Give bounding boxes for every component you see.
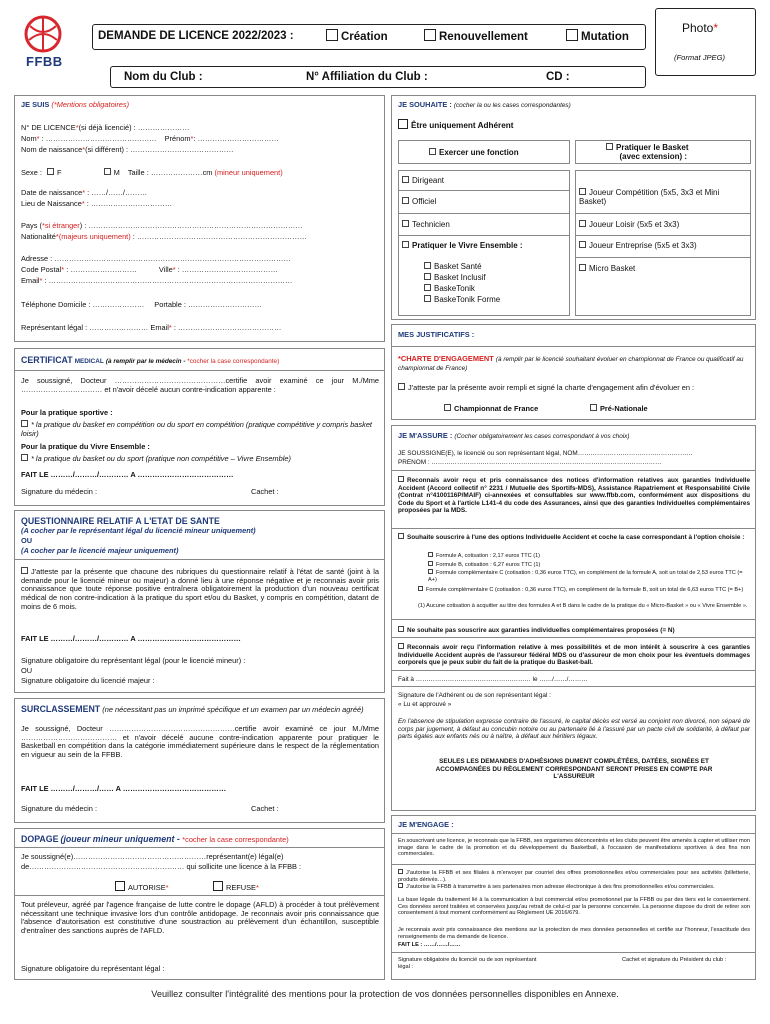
je-suis-title: JE SUIS <box>21 100 50 109</box>
certificat-panel: CERTIFICAT MEDICAL (à remplir par le médecin - *cocher la case correspondante) Je soussigné, Docteur ………………………………………certifie avoir examiné ce jour M./Mme …………………………… et n'avoir décelé aucun contre-indication apparente : Pour la pratique sportive : * la pratique du basket en compétition ou du sport en compétition (pratique compétitive y compris basket loisir) Pour la pratique du Vivre Ensemble : * la pratique du basket ou du sport (pratique non compétitive – Vivre Ensemble) FAIT LE ………/………/………… A ………………………………… Signature du médecin : Cachet : <box>14 348 385 506</box>
assure-title: JE M'ASSURE : <box>398 432 453 440</box>
photo-star: * <box>713 21 719 35</box>
entreprise-checkbox[interactable] <box>579 241 586 248</box>
nationalite-label: Nationalité <box>21 233 56 241</box>
dopage-l2[interactable]: de……………………………………………………… qui sollicite une licence à la FFBB : <box>21 863 302 871</box>
assure-panel: JE M'ASSURE : (Cocher obligatoirement les cases correspondant à vos choix) JE SOUSSIGNÉ(E), le licencié ou son représentant légal, NOM……………………………………………… PRÉNOM : ……………………………………………………………………………………………… Reconnais avoir reçu et pris connaissance des notices d'information relatives aux garanties Individuelle Accident (Accord collectif n° 2231 / Mutuelle des Sportifs-MDS), Assistance Rapatriement et Responsabilité Civile (Contrat n°4100116P/MAIF) ci-annexées et consultables sur www.ffbb.com, conformément aux dispositions du Code du Sport et à l'article L141-4 du code des Assurances, ainsi que des garanties Individuelles complémentaires proposées par la MDS. Souhaite souscrire à l'une des options Individuelle Accident et coche la case correspondant à l'option choisie : Formule A, cotisation : 2,17 euros TTC (1) Formule B, cotisation : 6,27 euros TTC (1) Formule complémentaire C (cotisation : 0,36 euros TTC), en complément de la formule A, soit un total de 2,53 euros TTC (= A+) Formule complémentaire C (cotisation : 0,36 euros TTC), en complément de la formule B, soit un total de 6,63 euros TTC (= B+) (1) Aucune cotisation à acquitter au titre des formules A et B dans le cadre de la pratique du « Micro-Basket » ou « Vivre Ensemble ». Ne souhaite pas souscrire aux garanties individuelles complémentaires proposées (= N) Reconnais avoir reçu l'information relative à mes possibilités et de mon intérêt à souscrire à ces garanties Individuelle Accident auprès de l'assureur fédéral MDS ou d'assureur de mon choix pour les éventuels dommages corporels que je peux subir du fait de la pratique du Basket-ball. Fait à ……………………………………………… le ……/……/……… Signature de l'Adhérent ou de son représentant légal : « Lu et approuvé » En l'absence de stipulation expresse contraire de l'assuré, le capital décès est versé au conjoint non divorcé, non séparé de corps par jugement, à défaut au concubin notoire ou au partenaire lié à l'assuré par un pacte civil de solidarité, à défaut par parts égales aux enfants nés ou à naître, à défaut aux héritiers légaux. SEULES LES DEMANDES D'ADHÉSIONS DUMENT COMPLÉTÉES, DATÉES, SIGNÉES ET ACCOMPAGNÉES DU RÈGLEMENT CORRESPONDANT SERONT PRISES EN COMPTE PAR L'ASSUREUR <box>391 425 756 811</box>
licence-field[interactable]: (si déjà licencié) : ………………… <box>78 124 190 132</box>
creation-checkbox[interactable] <box>326 29 338 41</box>
exercer-box <box>398 140 570 164</box>
loisir-checkbox[interactable] <box>579 220 586 227</box>
prenom-field[interactable]: : …………………………… <box>193 135 279 143</box>
dirigeant-checkbox[interactable] <box>402 176 409 183</box>
nom-club-label[interactable]: Nom du Club : <box>124 71 203 83</box>
questionnaire-panel: QUESTIONNAIRE RELATIF A L'ETAT DE SANTE (A cocher par le représentant légal du licencié mineur uniquement) OU (A cocher par le licencié majeur uniquement) J'atteste par la présente que chacune des rubriques du questionnaire relatif à l'état de santé (joint à la demande pour le licencié mineur ou majeur) a donné lieu à une réponse négative et je reconnais avoir pris connaissance que toute réponse positive entraînera obligatoirement la production d'un nouveau certificat médical de non contre-indication à la pratique du sport et/ou du Basket, y compris en compétition, datant de moins de 6 mois. FAIT LE ………/………/………… A …………………………………… Signature obligatoire du représentant légal (pour le licencié mineur) : OU Signature obligatoire du licencié majeur : <box>14 510 385 693</box>
dopage-text: Tout préleveur, agréé par l'agence française de lutte contre le dopage (AFLD) à procéder à tout prélèvement nécessitant une technique invasive lors d'un contrôle antidopage. Je reconnais avoir pris connaissance que l'absence d'autorisation est constitutive d'une soustraction au prélèvement d'un échantillon, susceptible d'entraîner des sanctions auprès de l'AFLD. <box>21 900 379 936</box>
championnat-checkbox[interactable] <box>444 404 451 411</box>
engage-image: En souscrivant une licence, je reconnais que la FFBB, ses organismes déconcentrés et les clubs peuvent être amenés à capter et utiliser mon image dans le cadre de la promotion et du développement du Basketball, à l'occasion de manifestations sportives à des fins non commerciales. <box>398 838 750 858</box>
email-field[interactable]: : ……………………………………………………………………………………… <box>42 277 293 285</box>
assure-nom[interactable]: JE SOUSSIGNÉ(E), le licencié ou son représentant légal, NOM……………………………………………… <box>398 450 693 457</box>
engage-partenaires-checkbox[interactable] <box>398 883 403 888</box>
portable-field[interactable]: Portable : ………………………… <box>154 301 262 309</box>
assure-fait[interactable]: Fait à ……………………………………………… le ……/……/……… <box>398 676 588 683</box>
questionnaire-checkbox[interactable] <box>21 567 28 574</box>
charte-atteste-checkbox[interactable] <box>398 383 405 390</box>
surclassement-panel: SURCLASSEMENT (ne nécessitant pas un imprimé spécifique et un examen par un médecin agréé) Je soussigné, Docteur ……………………………………………certifie avoir examiné ce jour M./Mme ………………………………… et n'avoir décelé aucune contre-indication apparente pour pratiquer le Basketball en compétition dans la catégorie immédiatement supérieure dans le respect de la réglementation en vigueur au sein de la FFBB. FAIT LE ………/………/…… A …………………………………… Signature du médecin : Cachet : <box>14 698 385 823</box>
formule-b[interactable]: Formule B, cotisation : 6,27 euros TTC (1) <box>428 561 540 569</box>
assure-reconnais-checkbox[interactable] <box>398 476 404 482</box>
affiliation-label[interactable]: N° Affiliation du Club : <box>306 71 428 83</box>
officiel-option[interactable]: Officiel <box>402 197 436 206</box>
nationalite-field[interactable]: : …………………………………………………………… <box>130 233 307 241</box>
adherent-checkbox[interactable] <box>398 119 408 129</box>
certificat-cachet[interactable]: Cachet : <box>251 487 279 496</box>
justificatifs-panel <box>391 324 756 420</box>
renouvellement-checkbox[interactable] <box>424 29 436 41</box>
dopage-title: DOPAGE <box>21 834 59 844</box>
certificat-sportive-checkbox[interactable] <box>21 420 28 427</box>
formule-c-a[interactable]: Formule complémentaire C (cotisation : 0,36 euros TTC), en complément de la formule A, soit un total de 2,53 euros TTC (= A+) <box>428 570 743 583</box>
lieu-naissance-field[interactable]: : …………………………… <box>84 200 173 208</box>
competition-checkbox[interactable] <box>579 188 586 195</box>
representant-field[interactable]: Représentant légal : …………………… <box>21 324 149 332</box>
lieu-naissance-label: Lieu de Naissance <box>21 200 82 208</box>
dopage-panel: DOPAGE (joueur mineur uniquement - *cocher la case correspondante) Je soussigné(e)………………………………………………représentant(e) légal(e) de……………………………………………………… qui sollicite une licence à la FFBB : AUTORISE* REFUSE* Tout préleveur, agréé par l'agence française de lutte contre le dopage (AFLD) à procéder à tout prélèvement nécessitant une technique invasive lors d'un contrôle antidopage. Je reconnais avoir pris connaissance que l'absence d'autorisation est constitutive d'une soustraction au prélèvement d'un échantillon, susceptible d'entraîner des sanctions auprès de l'AFLD. Signature obligatoire du représentant légal : <box>14 828 385 980</box>
autorise-checkbox[interactable] <box>115 881 125 891</box>
certificat-vivre-opt[interactable]: * la pratique du basket ou du sport (pratique non compétitive – Vivre Ensemble) <box>21 454 291 464</box>
prenationale-checkbox[interactable] <box>590 404 597 411</box>
adherent-option[interactable]: Être uniquement Adhérent <box>398 119 514 131</box>
certificat-sportive-label: Pour la pratique sportive : <box>21 408 113 417</box>
surclassement-text: Je soussigné, Docteur ……………………………………………certifie avoir examiné ce jour M./Mme ………………………………… et n'avoir décelé aucune contre-indication apparente pour pratiquer le Basketball en compétition dans la catégorie immédiatement supérieure dans le respect de la réglementation en vigueur au sein de la FFBB. <box>21 724 379 760</box>
autorise-option[interactable]: AUTORISE* <box>115 881 169 893</box>
engage-courriel-checkbox[interactable] <box>398 869 403 874</box>
assure-souscrire[interactable]: Souhaite souscrire à l'une des options Individuelle Accident et coche la case correspondant à l'option choisie : <box>398 533 750 542</box>
assure-non-checkbox[interactable] <box>398 626 404 632</box>
basketonik-option[interactable]: BaskeTonik <box>424 284 475 293</box>
pratiquer-option[interactable]: Pratiquer le Basket (avec extension) : <box>606 143 688 162</box>
sexe-m-checkbox[interactable] <box>104 168 111 175</box>
charte-title: *CHARTE D'ENGAGEMENT <box>398 354 494 363</box>
dopage-l1[interactable]: Je soussigné(e)………………………………………………représentant(e) légal(e) <box>21 853 284 861</box>
licence-label: N° DE LICENCE <box>21 124 76 132</box>
questionnaire-text[interactable]: J'atteste par la présente que chacune des rubriques du questionnaire relatif à l'état de santé (joint à la demande pour le licencié mineur ou majeur) a donné lieu à une réponse négative et je reconnais avoir pris connaissance que toute réponse positive entraînera obligatoirement la production d'un nouveau certificat médical de non contre-indication à la pratique du sport et/ou du Basket, y compris en compétition, datant de moins de 6 mois. <box>21 567 379 611</box>
photo-box[interactable] <box>655 8 756 76</box>
exercer-option[interactable]: Exercer une fonction <box>429 148 519 157</box>
representant-email-label: Email <box>150 324 169 332</box>
basket-inclusif-option[interactable]: Basket Inclusif <box>424 273 486 282</box>
vivre-ensemble-option[interactable]: Pratiquer le Vivre Ensemble : <box>402 241 523 250</box>
technicien-checkbox[interactable] <box>402 220 409 227</box>
formule-b-checkbox[interactable] <box>428 561 433 566</box>
pays-label: Pays ( <box>21 222 42 230</box>
date-naissance-label: Date de naissance <box>21 189 83 197</box>
prenom-label: Prénom <box>164 135 191 143</box>
assure-info[interactable]: Reconnais avoir reçu l'information relative à mes possibilités et de mon intérêt à souscrire à ces garanties Individuelle Accident auprès de l'assureur fédéral MDS ou d'assureur de mon choix pour les éventuels dommages corporels que je peux subir du fait de la pratique du Basket-ball. <box>398 644 750 667</box>
technicien-option[interactable]: Technicien <box>402 220 450 229</box>
sexe-f-checkbox[interactable] <box>47 168 54 175</box>
certificat-signature[interactable]: Signature du médecin : <box>21 487 98 496</box>
assure-prenom[interactable]: PRÉNOM : ……………………………………………………………………………………………… <box>398 459 662 466</box>
nom-label: Nom <box>21 135 37 143</box>
photo-format: (Format JPEG) <box>674 53 726 62</box>
je-souhaite-note: (cocher la ou les cases correspondantes) <box>453 102 571 109</box>
questionnaire-sig2[interactable]: Signature obligatoire du licencié majeur : <box>21 676 155 685</box>
engage-fait[interactable]: FAIT LE : ……/……/…… <box>398 942 461 948</box>
mutation-checkbox[interactable] <box>566 29 578 41</box>
refuse-option[interactable]: REFUSE* <box>213 881 259 893</box>
opt-creation[interactable]: Création <box>326 29 388 45</box>
formule-a-checkbox[interactable] <box>428 552 433 557</box>
sexe-label: Sexe : <box>21 168 42 177</box>
engage-sig-licencie[interactable]: Signature obligatoire du licencié ou de son représentant légal : <box>398 957 537 970</box>
basket-sante-checkbox[interactable] <box>424 262 431 269</box>
vivre-ensemble-checkbox[interactable] <box>402 241 409 248</box>
je-suis-note: (*Mentions obligatoires) <box>51 100 130 109</box>
competition-option[interactable]: Joueur Compétition (5x5, 3x3 et Mini Basket) <box>579 188 720 207</box>
exercer-checkbox[interactable] <box>429 148 436 155</box>
certificat-sportive-opt[interactable]: * la pratique du basket en compétition ou du sport en compétition (pratique compétitive y compris basket loisir) <box>21 420 372 438</box>
engage-sig-president[interactable]: Cachet et signature du Président du club : <box>622 957 727 963</box>
micro-basket-option[interactable]: Micro Basket <box>579 264 635 273</box>
form-title: DEMANDE DE LICENCE 2022/2023 : <box>98 30 294 42</box>
ville-label: Ville <box>158 266 173 274</box>
pratiquer-box <box>575 140 751 164</box>
je-suis-panel: JE SUIS (*Mentions obligatoires) N° DE LICENCE*(si déjà licencié) : ………………… Nom* : ……………………………………… Prénom*: …………………………… Nom de naissance*(si différent) : …………………………………… Sexe : F M Taille : …………………cm (mineur uniquement) Date de naissance* : ……/……/……… Lieu de Naissance* : …………………………… Pays (*si étranger) : …………………………………………………………………………… Nationalité*(majeurs uniquement) : …………………………………………………………… Adresse : …………………………………………………………………………………… Code Postal* : ……………………… Ville* : ………………………………… Email* : ……………………………………………………………………………………… Téléphone Domicile : ………………… Portable : ………………………… Représentant légal : …………………… Email* : …………………………………… <box>14 95 385 342</box>
code-postal-field[interactable]: : ……………………… <box>64 266 137 274</box>
date-naissance-field[interactable]: : ……/……/……… <box>85 189 148 197</box>
certificat-title: CERTIFICAT <box>21 355 73 365</box>
basketonik-checkbox[interactable] <box>424 284 431 291</box>
assure-souscrire-checkbox[interactable] <box>398 533 404 539</box>
prenationale-option[interactable]: Pré-Nationale <box>590 404 648 414</box>
engage-protection: Je reconnais avoir pris connaissance des mentions sur la protection de mes données personnelles et certifie sur l'honneur, l'exactitude des renseignements de ma demande de licence. <box>398 927 750 940</box>
charte-note: (à remplir par le licencié souhaitant évoluer en championnat de France ou qualificatif au championnat de France) <box>398 356 744 372</box>
micro-basket-checkbox[interactable] <box>579 264 586 271</box>
engage-base-legale: La base légale du traitement lié à la communication à but commercial et/ou promotionnel par la FFBB ou par des tiers est le consentement. Ces données seront traitées et conservées jusqu'au retrait de celui-ci par la personne concernée. La personne dispose du droit de retirer son consentement à tout moment conformément au Règlement UE 2016/679. <box>398 897 750 917</box>
photo-label: Photo <box>682 21 714 35</box>
dirigeant-option[interactable]: Dirigeant <box>402 176 444 185</box>
questionnaire-sig1[interactable]: Signature obligatoire du représentant légal (pour le licencié mineur) : <box>21 656 246 665</box>
certificat-text: Je soussigné, Docteur ………………………………………certifie avoir examiné ce jour M./Mme …………………………… et n'avoir décelé aucun contre-indication apparente : <box>21 376 379 394</box>
opt-mutation[interactable]: Mutation <box>566 29 629 45</box>
loisir-option[interactable]: Joueur Loisir (5x5 et 3x3) <box>579 220 679 229</box>
surclassement-cachet[interactable]: Cachet : <box>251 804 279 813</box>
refuse-checkbox[interactable] <box>213 881 223 891</box>
formule-a[interactable]: Formule A, cotisation : 2,17 euros TTC (1) <box>428 552 540 560</box>
assure-reconnais[interactable]: Reconnais avoir reçu et pris connaissance des notices d'information relatives aux garanties Individuelle Accident (Accord collectif n° 2231 / Mutuelle des Sportifs-MDS), Assistance Rapatriement et Responsabilité Civile (Contrat n°4100116P/MAIF) ci-annexées et consultables sur www.ffbb.com, conformément aux dispositions du Code du Sport et à l'article L141-4 du code des Assurances, ainsi que des garanties Individuelles complémentaires proposées par la MDS. <box>398 477 750 515</box>
dopage-signature[interactable]: Signature obligatoire du représentant légal : <box>21 964 165 973</box>
formule-note: (1) Aucune cotisation à acquitter au titre des formules A et B dans le cadre de la pratique du « Micro-Basket » ou « Vivre Ensemble ». <box>418 603 748 609</box>
taille-field[interactable]: Taille : …………………cm <box>127 168 213 177</box>
assure-non[interactable]: Ne souhaite pas souscrire aux garanties individuelles complémentaires proposées (= N) <box>398 626 675 635</box>
questionnaire-fait[interactable]: FAIT LE ………/………/………… A …………………………………… <box>21 635 241 643</box>
justificatifs-title: MES JUSTIFICATIFS : <box>398 330 475 339</box>
formule-c-b[interactable]: Formule complémentaire C (cotisation : 0,36 euros TTC), en complément de la formule B, soit un total de 6,63 euros TTC (= B+) <box>418 586 750 594</box>
je-souhaite-title: JE SOUHAITE : <box>398 100 452 109</box>
basketonik-forme-option[interactable]: BaskeTonik Forme <box>424 295 500 304</box>
adresse-field[interactable]: Adresse : …………………………………………………………………………………… <box>21 255 291 263</box>
engage-partenaires[interactable]: J'autorise la FFBB à transmettre à ses partenaires mon adresse électronique à des fins promotionnelles et/ou commerciales. <box>398 883 750 891</box>
nom-field[interactable]: : ……………………………………… <box>39 135 157 143</box>
assure-info-checkbox[interactable] <box>398 643 404 649</box>
basketonik-forme-checkbox[interactable] <box>424 295 431 302</box>
opt-renouvellement[interactable]: Renouvellement <box>424 29 528 45</box>
sexe-m-label: M <box>113 168 120 177</box>
engage-panel <box>391 815 756 980</box>
footer-note: Veuillez consulter l'intégralité des mentions pour la protection de vos données personnelles disponibles en Annexe. <box>151 989 619 999</box>
certificat-vivre-label: Pour la pratique du Vivre Ensemble : <box>21 442 150 451</box>
assure-signature[interactable]: Signature de l'Adhérent ou de son représentant légal : <box>398 692 551 699</box>
ffbb-logo <box>22 14 64 74</box>
surclassement-fait[interactable]: FAIT LE ………/………/…… A …………………………………… <box>21 785 227 793</box>
basket-inclusif-checkbox[interactable] <box>424 273 431 280</box>
tel-field[interactable]: Téléphone Domicile : ………………… <box>21 301 145 309</box>
charte-atteste: J'atteste par la présente avoir rempli et signé la charte d'engagement afin d'évoluer en : <box>398 383 750 393</box>
basket-sante-option[interactable]: Basket Santé <box>424 262 482 271</box>
championnat-option[interactable]: Championnat de France <box>444 404 538 414</box>
engage-title: JE M'ENGAGE : <box>398 820 454 829</box>
assure-seules: SEULES LES DEMANDES D'ADHÉSIONS DUMENT COMPLÉTÉES, DATÉES, SIGNÉES ET ACCOMPAGNÉES DU RÈGLEMENT CORRESPONDANT SERONT PRISES EN COMPTE PAR L'ASSUREUR <box>435 758 713 781</box>
surclassement-signature[interactable]: Signature du médecin : <box>21 804 98 813</box>
nom-naissance-field[interactable]: (si différent) : …………………………………… <box>85 146 234 154</box>
taille-note: (mineur uniquement) <box>214 168 283 177</box>
formule-c-b-checkbox[interactable] <box>418 586 423 591</box>
representant-email-field[interactable]: : …………………………………… <box>171 324 282 332</box>
pratiquer-checkbox[interactable] <box>606 143 613 150</box>
assure-capital-deces: En l'absence de stipulation expresse contraire de l'assuré, le capital décès est versé au conjoint non divorcé, non séparé de corps par jugement, à défaut au concubin notoire ou au partenaire lié à l'assuré par un pacte civil de solidarité, à défaut par parts égales aux enfants nés ou à naître, à défaut aux héritiers légaux. <box>398 718 750 741</box>
ville-field[interactable]: : ………………………………… <box>175 266 278 274</box>
certificat-fait[interactable]: FAIT LE ………/………/………… A ………………………………… <box>21 471 234 479</box>
logo-text: FFBB <box>26 54 63 69</box>
questionnaire-title: QUESTIONNAIRE RELATIF A L'ETAT DE SANTE <box>21 516 220 526</box>
entreprise-option[interactable]: Joueur Entreprise (5x5 et 3x3) <box>579 241 697 250</box>
surclassement-title: SURCLASSEMENT <box>21 704 101 714</box>
engage-courriel[interactable]: J'autorise la FFBB et ses filiales à m'envoyer par courriel des offres promotionnelles et/ou commerciales pour ses activités (billetterie, produits dérivés…). <box>398 870 750 883</box>
cd-label[interactable]: CD : <box>546 71 570 83</box>
nom-naissance-label: Nom de naissance <box>21 146 83 154</box>
je-souhaite-panel <box>391 95 756 320</box>
sexe-f-label: F <box>57 168 62 177</box>
email-label: Email <box>21 277 40 285</box>
certificat-vivre-checkbox[interactable] <box>21 454 28 461</box>
code-postal-label: Code Postal <box>21 266 62 274</box>
pays-field[interactable]: ) : …………………………………………………………………………… <box>79 222 303 230</box>
formule-c-a-checkbox[interactable] <box>428 569 433 574</box>
officiel-checkbox[interactable] <box>402 197 409 204</box>
